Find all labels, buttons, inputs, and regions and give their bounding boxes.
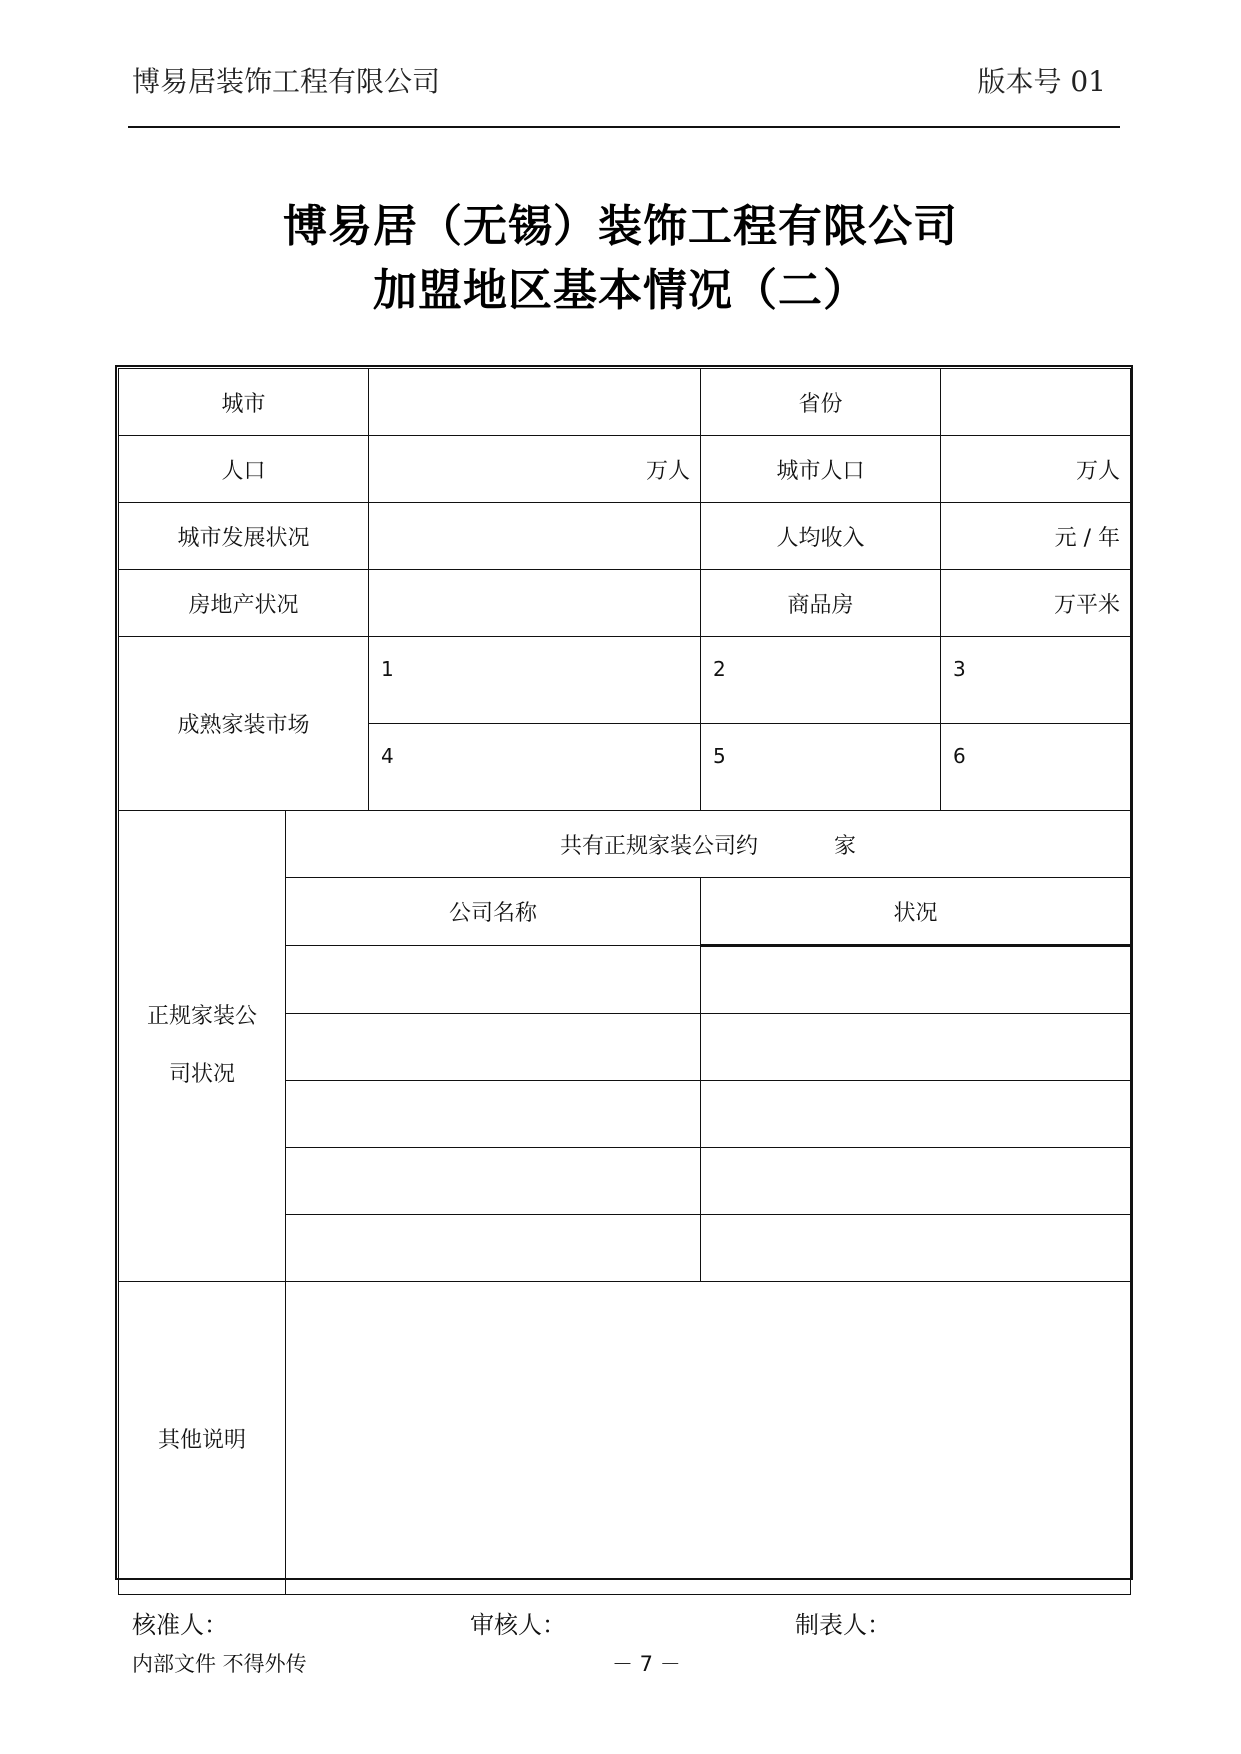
header-company: 博易居装饰工程有限公司 [132,65,441,98]
city-population-unit: 万人 [1076,458,1121,484]
formal-count-suffix: 家 [834,833,857,859]
city-field[interactable] [369,369,701,436]
company-name-cell[interactable] [286,1215,701,1282]
page-number: － 7 － [612,1652,681,1676]
income-label: 人均收入 [701,503,941,570]
company-status-cell[interactable] [701,1081,1131,1148]
population-unit: 万人 [646,458,691,484]
city-population-label: 城市人口 [701,436,941,503]
table-left-rule [115,365,117,1578]
market-field-6[interactable] [941,724,1131,811]
reviewer-label: 审核人： [470,1611,566,1639]
city-label: 城市 [119,369,369,436]
info-form-table [118,368,1131,1595]
company-status-cell[interactable] [701,1014,1131,1081]
market-field-4[interactable] [369,724,701,811]
company-status-cell[interactable] [701,1215,1131,1282]
city-population-field[interactable] [941,436,1131,503]
income-field[interactable] [941,503,1131,570]
document-subtitle: 加盟地区基本情况（二） [373,265,868,316]
other-notes-field[interactable] [286,1282,1131,1595]
commercial-housing-label: 商品房 [701,570,941,637]
market-field-1[interactable] [369,637,701,724]
other-notes-label: 其他说明 [119,1282,286,1595]
table-right-rule [1131,365,1133,1578]
preparer-label: 制表人： [795,1611,891,1639]
company-status-cell[interactable] [701,946,1131,1014]
formal-companies-label-line1: 正规家装公 [146,1004,257,1029]
market-field-5[interactable] [701,724,941,811]
real-estate-field[interactable] [369,570,701,637]
mature-market-label: 成熟家装市场 [119,637,369,811]
market-field-2[interactable] [701,637,941,724]
company-name-cell[interactable] [286,1014,701,1081]
confidential-note: 内部文件 不得外传 [132,1652,307,1676]
population-label: 人口 [119,436,369,503]
header-divider [128,126,1120,128]
city-development-label: 城市发展状况 [119,503,369,570]
market-number: 3 [953,657,966,681]
header-version: 版本号 01 [977,65,1106,98]
market-number: 4 [381,744,394,768]
market-number: 6 [953,744,966,768]
population-field[interactable] [369,436,701,503]
table-bottom-rule [115,1578,1133,1580]
formal-companies-label-line2: 司状况 [168,1062,235,1087]
market-number: 2 [713,657,726,681]
commercial-housing-field[interactable] [941,570,1131,637]
company-name-cell[interactable] [286,946,701,1014]
company-name-cell[interactable] [286,1148,701,1215]
market-number: 1 [381,657,394,681]
income-unit: 元 / 年 [1054,525,1121,551]
approver-label: 核准人： [132,1611,228,1639]
company-name-header: 公司名称 [286,878,701,946]
status-header: 状况 [701,878,1131,946]
market-number: 5 [713,744,726,768]
company-status-cell[interactable] [701,1148,1131,1215]
city-development-field[interactable] [369,503,701,570]
company-name-cell[interactable] [286,1081,701,1148]
real-estate-label: 房地产状况 [119,570,369,637]
formal-count-prefix: 共有正规家装公司约 [559,833,758,859]
commercial-housing-unit: 万平米 [1054,592,1121,618]
table-top-rule [115,365,1133,367]
province-label: 省份 [701,369,941,436]
formal-count-row[interactable] [286,811,1131,878]
market-field-3[interactable] [941,637,1131,724]
formal-companies-label [119,811,286,1282]
province-field[interactable] [941,369,1131,436]
document-title: 博易居（无锡）装饰工程有限公司 [283,201,958,252]
